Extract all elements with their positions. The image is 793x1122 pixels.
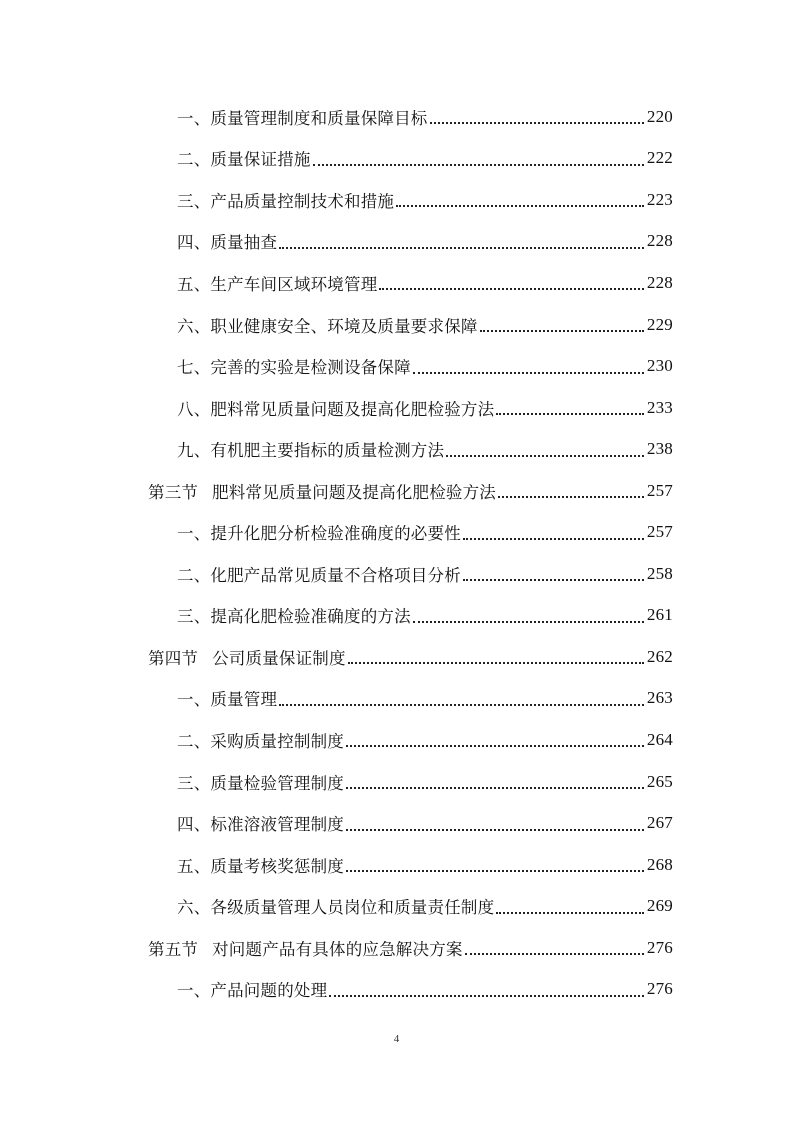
toc-entry-label: 五、质量考核奖惩制度 (177, 856, 344, 876)
dot-leader (413, 371, 644, 374)
toc-page-number: 223 (646, 189, 673, 209)
dot-leader (329, 994, 644, 997)
toc-page-number: 229 (646, 314, 673, 334)
toc-entry-label: 对问题产品有具体的应急解决方案 (212, 939, 463, 959)
toc-entry-title (177, 894, 494, 918)
toc-entry-title (177, 229, 277, 253)
toc-entry[interactable] (0, 885, 793, 927)
toc-section-entry[interactable] (0, 636, 793, 678)
dot-leader (465, 952, 644, 955)
toc-page-number: 267 (646, 813, 673, 833)
dot-leader (496, 911, 644, 914)
dot-leader (379, 287, 643, 290)
toc-entry[interactable] (0, 345, 793, 387)
toc-page-number: 220 (646, 106, 673, 126)
toc-entry-title (177, 603, 411, 627)
toc-entry-title (177, 977, 327, 1001)
toc-entry[interactable] (0, 179, 793, 221)
toc-entry[interactable] (0, 844, 793, 886)
toc-entry-title (177, 770, 344, 794)
toc-entry-label: 八、肥料常见质量问题及提高化肥检验方法 (177, 399, 495, 419)
toc-entry-label: 九、有机肥主要指标的质量检测方法 (177, 441, 445, 461)
toc-entry[interactable] (0, 96, 793, 138)
toc-page-number: 269 (646, 896, 673, 916)
toc-entry-title (177, 396, 494, 420)
dot-leader (346, 744, 644, 747)
toc-entry-label: 四、质量抽查 (177, 233, 278, 253)
toc-entry-title (177, 271, 377, 295)
dot-leader (430, 121, 644, 124)
toc-entry-label: 三、提高化肥检验准确度的方法 (177, 607, 411, 627)
toc-entry-label: 公司质量保证制度 (212, 648, 346, 668)
dot-leader (496, 412, 644, 415)
toc-page-number: 257 (646, 522, 673, 542)
toc-entry-title (177, 146, 311, 170)
toc-entry-label: 二、化肥产品常见质量不合格项目分析 (177, 565, 461, 585)
dot-leader (346, 828, 644, 831)
toc-entry-title (177, 354, 411, 378)
toc-entry-title (177, 853, 344, 877)
toc-entry[interactable] (0, 968, 793, 1010)
toc-page-number: 222 (646, 148, 673, 168)
toc-entry-label: 二、采购质量控制制度 (177, 731, 344, 751)
toc-page-number: 257 (646, 480, 673, 500)
toc-entry-label: 三、产品质量控制技术和措施 (177, 191, 395, 211)
toc-page-number: 233 (646, 397, 673, 417)
footer-page-number: 4 (393, 1033, 400, 1045)
toc-page-number: 228 (646, 231, 673, 251)
toc-page-number: 264 (646, 729, 673, 749)
toc-page-number: 276 (646, 979, 673, 999)
toc-entry-label: 一、产品问题的处理 (177, 981, 328, 1001)
toc-entry[interactable] (0, 802, 793, 844)
toc-entry-title (148, 936, 463, 960)
toc-page-number: 265 (646, 771, 673, 791)
dot-leader (463, 537, 644, 540)
toc-page-number: 238 (646, 439, 673, 459)
toc-page-number: 276 (646, 937, 673, 957)
toc-entry-title (177, 437, 444, 461)
toc-entry-title (177, 313, 478, 337)
dot-leader (346, 786, 644, 789)
toc-entry-label: 四、标准溶液管理制度 (177, 815, 344, 835)
toc-entry-title (177, 105, 428, 129)
toc-entry-title (148, 645, 346, 669)
toc-entry[interactable] (0, 595, 793, 637)
toc-entry-label: 三、质量检验管理制度 (177, 773, 344, 793)
dot-leader (446, 454, 644, 457)
toc-page-number: 228 (646, 272, 673, 292)
dot-leader (413, 620, 644, 623)
toc-entry-label: 七、完善的实验是检测设备保障 (177, 358, 411, 378)
toc-entry-title (177, 188, 394, 212)
dot-leader (346, 869, 644, 872)
dot-leader (348, 661, 644, 664)
toc-entry[interactable] (0, 262, 793, 304)
dot-leader (498, 495, 644, 498)
toc-entry-label: 一、提升化肥分析检验准确度的必要性 (177, 524, 461, 544)
dot-leader (279, 246, 644, 249)
toc-section-entry[interactable] (0, 927, 793, 969)
toc-entry[interactable] (0, 511, 793, 553)
toc-entry[interactable] (0, 761, 793, 803)
dot-leader (313, 163, 644, 166)
toc-entry[interactable] (0, 387, 793, 429)
toc-section-number: 第三节 (148, 482, 199, 502)
toc-page-number: 258 (646, 563, 673, 583)
toc-entry[interactable] (0, 428, 793, 470)
toc-page-number: 263 (646, 688, 673, 708)
toc-entry-label: 一、质量管理 (177, 690, 278, 710)
toc-page-number: 230 (646, 356, 673, 376)
toc-entry[interactable] (0, 678, 793, 720)
toc-entry[interactable] (0, 553, 793, 595)
toc-entry-label: 六、职业健康安全、环境及质量要求保障 (177, 316, 478, 336)
table-of-contents (0, 96, 793, 1010)
toc-entry[interactable] (0, 719, 793, 761)
toc-entry[interactable] (0, 138, 793, 180)
dot-leader (279, 703, 644, 706)
toc-entry-title (177, 728, 344, 752)
toc-page-number: 268 (646, 854, 673, 874)
toc-section-number: 第五节 (148, 939, 199, 959)
dot-leader (480, 329, 644, 332)
toc-entry-label: 五、生产车间区域环境管理 (177, 274, 378, 294)
toc-entry-title (177, 520, 461, 544)
toc-entry[interactable] (0, 304, 793, 346)
toc-section-number: 第四节 (148, 648, 199, 668)
toc-entry[interactable] (0, 221, 793, 263)
toc-entry-label: 二、质量保证措施 (177, 150, 311, 170)
toc-entry-label: 肥料常见质量问题及提高化肥检验方法 (212, 482, 497, 502)
toc-page-number: 262 (646, 646, 673, 666)
dot-leader (396, 204, 644, 207)
dot-leader (463, 578, 644, 581)
toc-entry-label: 一、质量管理制度和质量保障目标 (177, 108, 428, 128)
toc-entry-title (177, 811, 344, 835)
toc-entry-label: 六、各级质量管理人员岗位和质量责任制度 (177, 898, 495, 918)
toc-page-number: 261 (646, 605, 673, 625)
toc-section-entry[interactable] (0, 470, 793, 512)
toc-entry-title (177, 686, 277, 710)
toc-entry-title (177, 562, 461, 586)
toc-entry-title (148, 479, 496, 503)
